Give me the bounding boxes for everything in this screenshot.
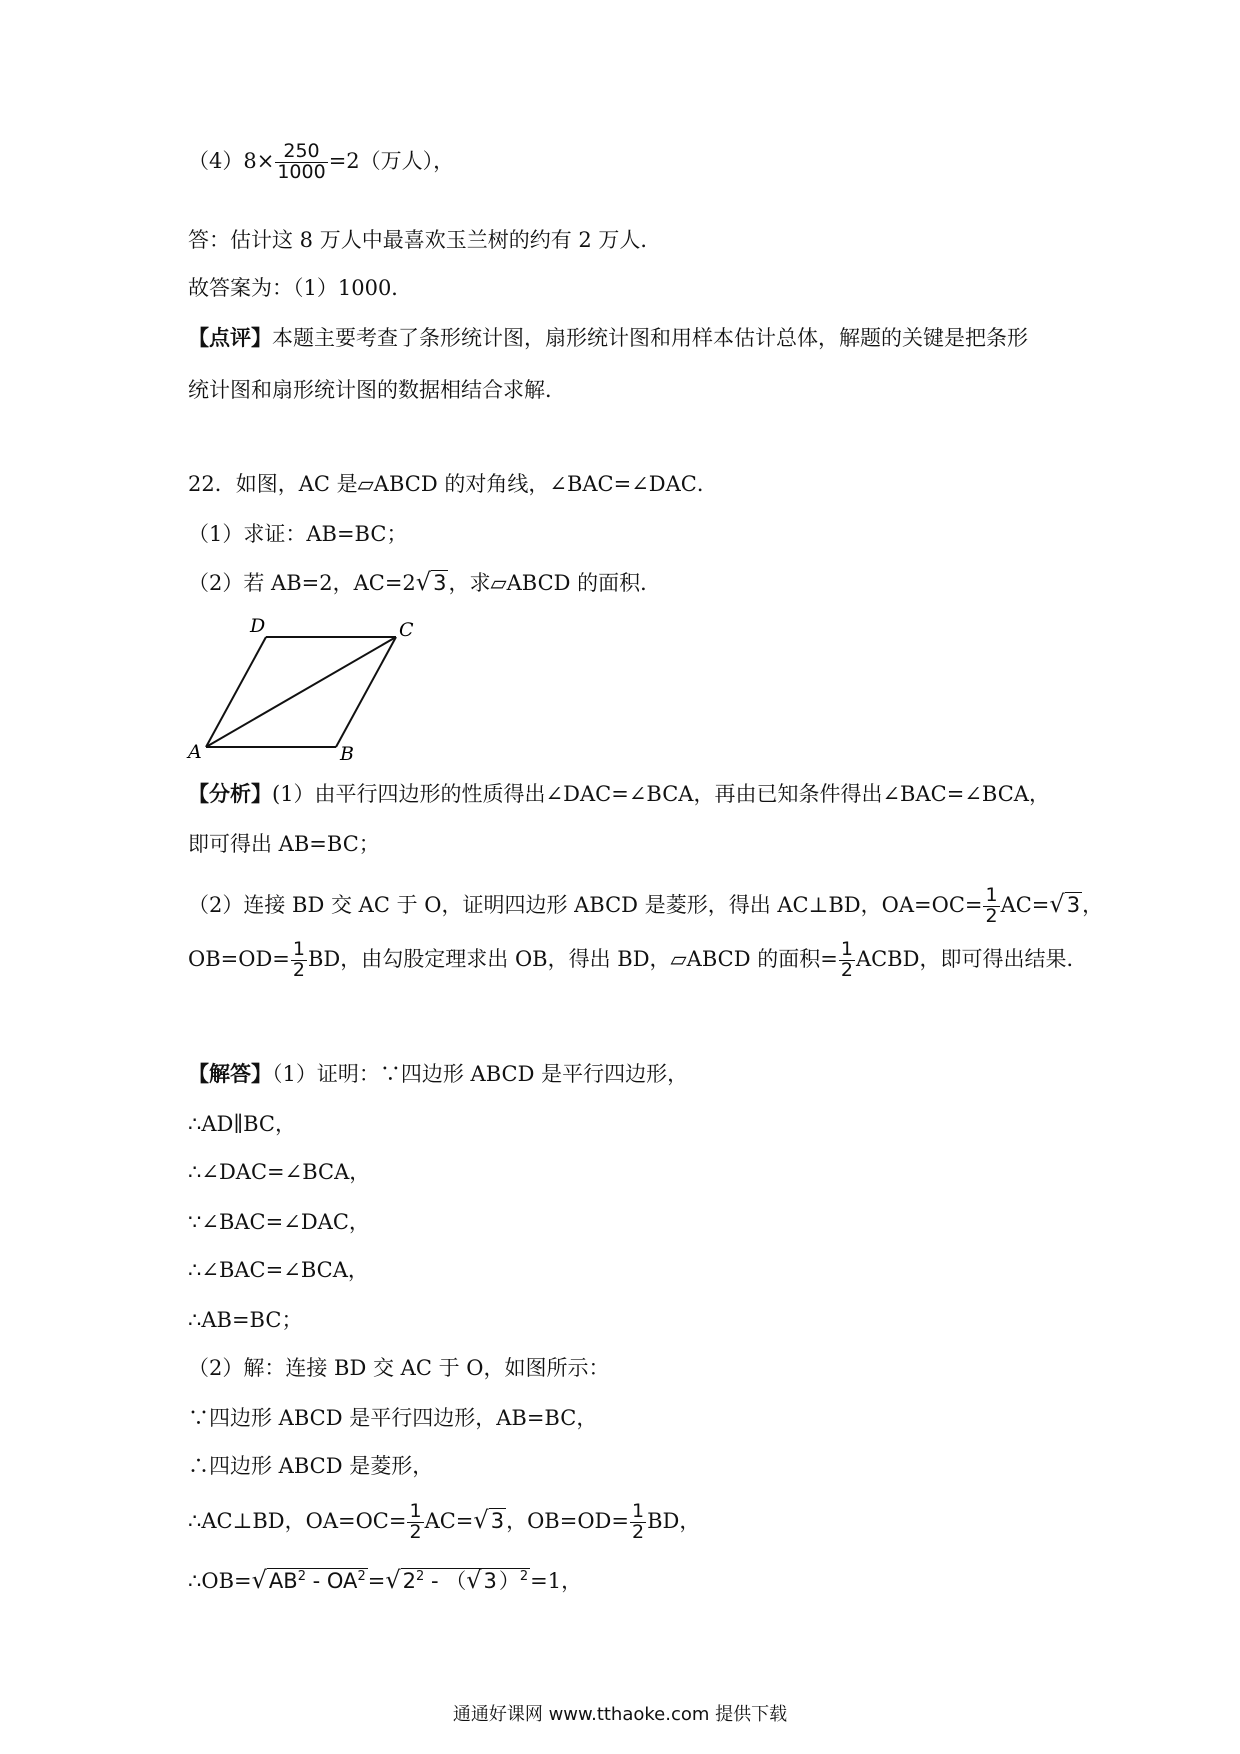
solution-text-9c: ，OB=OD= (506, 1508, 629, 1533)
solution-line-5: ∴AB=BC； (188, 1308, 303, 1332)
fraction-denominator: 2 (409, 1520, 422, 1543)
fraction-numerator: 1 (985, 884, 998, 906)
analysis-text-4a: OB=OD= (188, 946, 290, 971)
problem-stem: 22．如图，AC 是▱ABCD 的对角线，∠BAC=∠DAC． (188, 472, 718, 496)
nested-sqrt: √3 (466, 1566, 497, 1594)
comment-line-2: 统计图和扇形统计图的数据相结合求解． (188, 378, 566, 402)
comment-text-1: 本题主要考查了条形统计图，扇形统计图和用样本估计总体，解题的关键是把条形 (272, 326, 1028, 350)
solution-text-10-end: =1， (530, 1569, 583, 1593)
solution-tag: 【解答】 (188, 1062, 272, 1086)
problem-part2 (188, 568, 661, 597)
solution-text-9a: ∴AC⊥BD，OA=OC= (188, 1508, 407, 1533)
radicand-close-paren: ） (498, 1569, 520, 1593)
problem-part1: （1）求证：AB=BC； (188, 522, 408, 546)
fraction-numerator: 1 (632, 1500, 645, 1522)
sqrt-expression: √3 (415, 568, 447, 596)
exponent: 2 (357, 1569, 366, 1584)
diagonal-AC (206, 637, 396, 747)
sqrt-expression: √3 (1049, 889, 1081, 918)
comment-tag: 【点评】 (188, 326, 272, 350)
final-answer-line: 故答案为：（1）1000． (188, 276, 413, 300)
step4-prefix: （4）8× (188, 148, 275, 173)
solution-line-4: ∴∠BAC=∠BCA， (188, 1258, 369, 1282)
vertex-label-B: B (340, 743, 354, 760)
sqrt-radicand-1 (267, 1568, 368, 1593)
sqrt-expression-2: $√2^2 - (√3)^2$ (385, 1566, 529, 1594)
fraction-numerator: 1 (409, 1500, 422, 1522)
sqrt-radicand: 3 (1066, 892, 1081, 917)
sqrt-radicand-2 (401, 1568, 531, 1593)
parallelogram-figure (186, 610, 426, 765)
fraction-one-half (839, 940, 855, 981)
solution-line-7: ∵四边形 ABCD 是平行四边形，AB=BC， (188, 1406, 598, 1430)
analysis-text-4c: ACBD，即可得出结果． (855, 946, 1088, 971)
solution-line-9 (188, 1502, 700, 1543)
solution-text-9d: BD， (647, 1508, 701, 1533)
analysis-line-1 (188, 782, 1050, 807)
fraction-one-half (291, 940, 307, 981)
fraction-numerator: 1 (292, 938, 305, 960)
step4-fraction (275, 142, 327, 183)
nested-sqrt-radicand: 3 (483, 1569, 497, 1593)
radicand-term-AB: AB (268, 1569, 298, 1593)
solution-text-9b: AC= (424, 1508, 474, 1533)
part2-suffix: ，求▱ABCD 的面积． (448, 571, 662, 595)
fraction-one-half (407, 1502, 423, 1543)
vertex-label-A: A (188, 741, 202, 760)
analysis-text-3a: （2）连接 BD 交 AC 于 O，证明四边形 ABCD 是菱形，得出 AC⊥BD，OA=OC= (188, 892, 983, 917)
exponent: 2 (297, 1569, 306, 1584)
solution-line-10 (188, 1566, 582, 1595)
fraction-one-half (630, 1502, 646, 1543)
radicand-open-paren: - （ (424, 1569, 467, 1593)
fraction-denominator: 2 (292, 958, 305, 981)
vertex-label-C: C (399, 619, 414, 641)
solution-line-first (188, 1062, 688, 1087)
vertex-label-D: D (250, 615, 266, 637)
solution-line-6: （2）解：连接 BD 交 AC 于 O，如图所示： (188, 1356, 610, 1380)
sqrt-radicand: 3 (490, 1508, 505, 1533)
answer-line: 答：估计这 8 万人中最喜欢玉兰树的约有 2 万人． (188, 228, 662, 252)
sqrt-radicand: 3 (433, 571, 447, 595)
analysis-line-4 (188, 940, 1087, 981)
sqrt-expression: √3 (473, 1505, 505, 1534)
fraction-denominator: 2 (840, 958, 853, 981)
equals-sign: = (367, 1569, 386, 1593)
fraction-denominator: 1000 (277, 160, 326, 183)
analysis-line-2: 即可得出 AB=BC； (188, 832, 380, 856)
comment-line-1 (188, 326, 1028, 351)
analysis-text-3b: AC= (1000, 892, 1050, 917)
exponent: 2 (416, 1569, 425, 1584)
radicand-term-OA: - OA (305, 1569, 358, 1593)
solution-text-10a: ∴OB= (188, 1569, 252, 1593)
solution-line-3: ∵∠BAC=∠DAC， (188, 1210, 370, 1234)
footer-watermark: 通通好课网 www.tthaoke.com 提供下载 (452, 1704, 788, 1725)
parallelogram-svg (186, 610, 426, 760)
analysis-tag: 【分析】 (188, 782, 272, 806)
fraction-numerator: 250 (275, 142, 327, 163)
fraction-one-half (983, 886, 999, 927)
analysis-text-4b: BD，由勾股定理求出 OB，得出 BD，▱ABCD 的面积= (308, 946, 838, 971)
analysis-text-3c: ， (1082, 892, 1104, 917)
part2-prefix: （2）若 AB=2，AC=2 (188, 571, 416, 595)
exponent: 2 (519, 1569, 529, 1584)
solution-line-1: ∴AD∥BC， (188, 1112, 296, 1136)
radicand-term-2: 2 (402, 1569, 416, 1593)
fraction-denominator: 2 (632, 1520, 645, 1543)
analysis-line-3 (188, 886, 1103, 927)
solution-line-2: ∴∠DAC=∠BCA， (188, 1160, 371, 1184)
sqrt-expression-1: $√AB^2 - OA^2$ (251, 1566, 366, 1594)
fraction-numerator: 1 (840, 938, 853, 960)
solution-line-8: ∴四边形 ABCD 是菱形， (188, 1454, 434, 1478)
step4-suffix: =2（万人）， (328, 148, 455, 173)
fraction-denominator: 2 (985, 904, 998, 927)
analysis-text-1: (1）由平行四边形的性质得出∠DAC=∠BCA，再由已知条件得出∠BAC=∠BCA， (272, 782, 1050, 806)
solution-text-first: （1）证明：∵四边形 ABCD 是平行四边形， (272, 1062, 689, 1086)
step4-line (188, 142, 454, 183)
